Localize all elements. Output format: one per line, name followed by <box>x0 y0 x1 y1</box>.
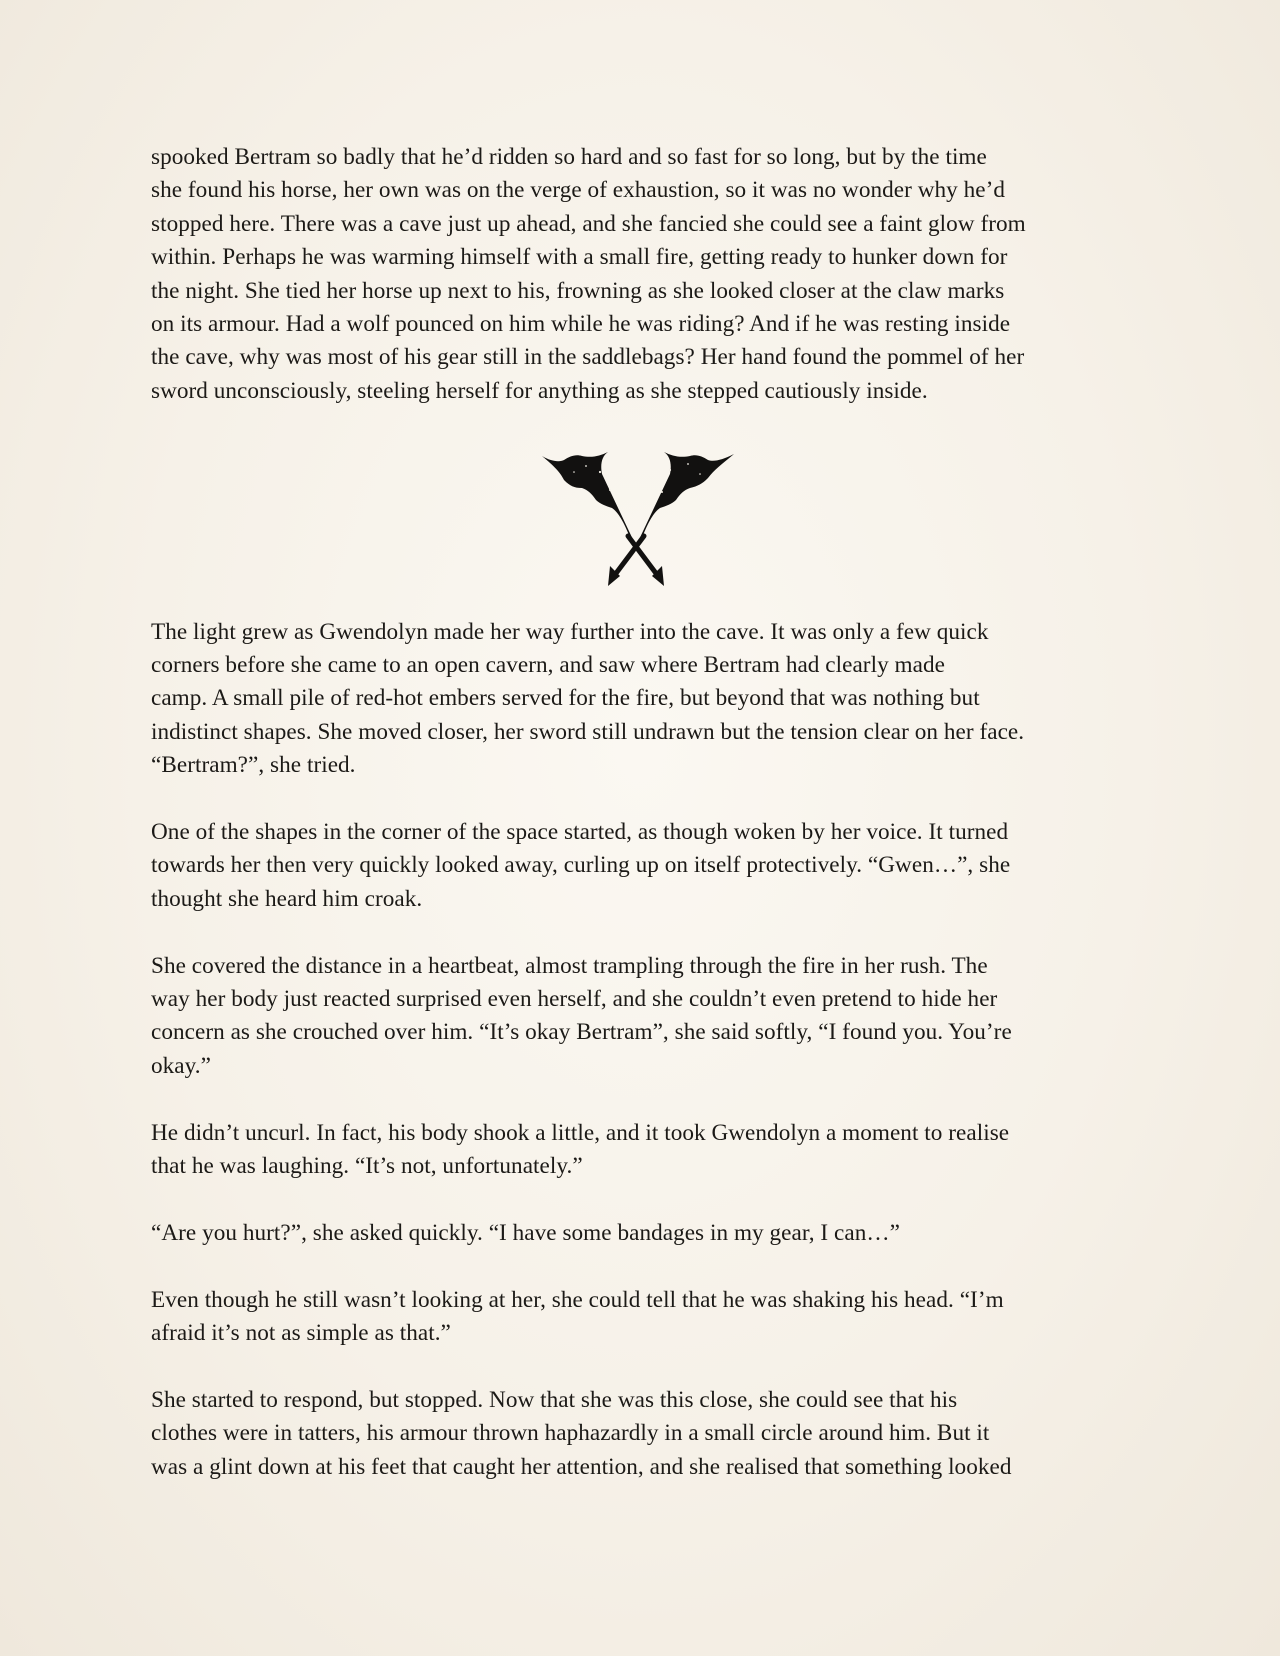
text-line: spooked Bertram so badly that he’d ridden so hard and so fast for so long, but by the time <box>151 144 987 170</box>
text-line: sword unconsciously, steeling herself for anything as she stepped cautiously inside. <box>151 377 928 404</box>
paragraph <box>151 816 1141 916</box>
text-line: indistinct shapes. She moved closer, her sword still undrawn but the tension clear on her face. <box>151 718 1025 745</box>
text-line: she found his horse, her own was on the verge of exhaustion, so it was no wonder why he’d <box>151 177 1006 204</box>
text-line: the night. She tied her horse up next to his, frowning as she looked closer at the claw marks <box>151 277 1005 304</box>
paragraph <box>151 1217 1141 1250</box>
section-divider <box>151 442 1141 588</box>
text-line: camp. A small pile of red-hot embers served for the fire, but beyond that was nothing but <box>151 685 980 712</box>
text-line: He didn’t uncurl. In fact, his body shook a little, and it took Gwendolyn a moment to realise <box>151 1119 1010 1146</box>
text-line: afraid it’s not as simple as that.” <box>151 1320 451 1347</box>
text-line: the cave, why was most of his gear still in the saddlebags? Her hand found the pommel of her <box>151 344 1025 371</box>
page-content <box>151 141 1141 1484</box>
text-line: She covered the distance in a heartbeat, almost trampling through the fire in her rush. The <box>151 952 988 979</box>
text-line: okay.” <box>151 1052 211 1079</box>
text-line: was a glint down at his feet that caught her attention, and she realised that something looked <box>151 1453 1012 1480</box>
paragraph <box>151 141 1141 408</box>
text-line: Even though he still wasn’t looking at her, she could tell that he was shaking his head. “I’m <box>151 1286 1004 1313</box>
text-line: “Bertram?”, she tried. <box>151 752 356 779</box>
text-line: way her body just reacted surprised even herself, and she couldn’t even pretend to hide her <box>151 986 998 1013</box>
text-line: that he was laughing. “It’s not, unfortunately.” <box>151 1153 583 1180</box>
text-line: within. Perhaps he was warming himself with a small fire, getting ready to hunker down for <box>151 244 1008 271</box>
text-line: concern as she crouched over him. “It’s okay Bertram”, she said softly, “I found you. You’re <box>151 1019 1012 1046</box>
text-line: clothes were in tatters, his armour thrown haphazardly in a small circle around him. But it <box>151 1420 990 1447</box>
text-line: corners before she came to an open cavern, and saw where Bertram had clearly made <box>151 652 945 679</box>
text-line: “Are you hurt?”, she asked quickly. “I have some bandages in my gear, I can…” <box>151 1219 900 1246</box>
paragraph <box>151 950 1141 1084</box>
paragraph <box>151 1284 1141 1351</box>
paragraph <box>151 1384 1141 1484</box>
text-line: One of the shapes in the corner of the space started, as though woken by her voice. It turned <box>151 819 1009 846</box>
paragraph <box>151 1117 1141 1184</box>
text-line: on its armour. Had a wolf pounced on him while he was riding? And if he was resting inside <box>151 311 1011 338</box>
text-line: stopped here. There was a cave just up ahead, and she fancied she could see a faint glow from <box>151 210 1026 237</box>
text-line: The light grew as Gwendolyn made her way further into the cave. It was only a few quick <box>151 618 989 645</box>
crossed-bat-wings-icon <box>530 442 742 588</box>
text-line: She started to respond, but stopped. Now that she was this close, she could see that his <box>151 1386 958 1413</box>
text-line: thought she heard him croak. <box>151 885 423 912</box>
paragraph <box>151 616 1141 783</box>
text-line: towards her then very quickly looked away, curling up on itself protectively. “Gwen…”, she <box>151 852 1011 879</box>
